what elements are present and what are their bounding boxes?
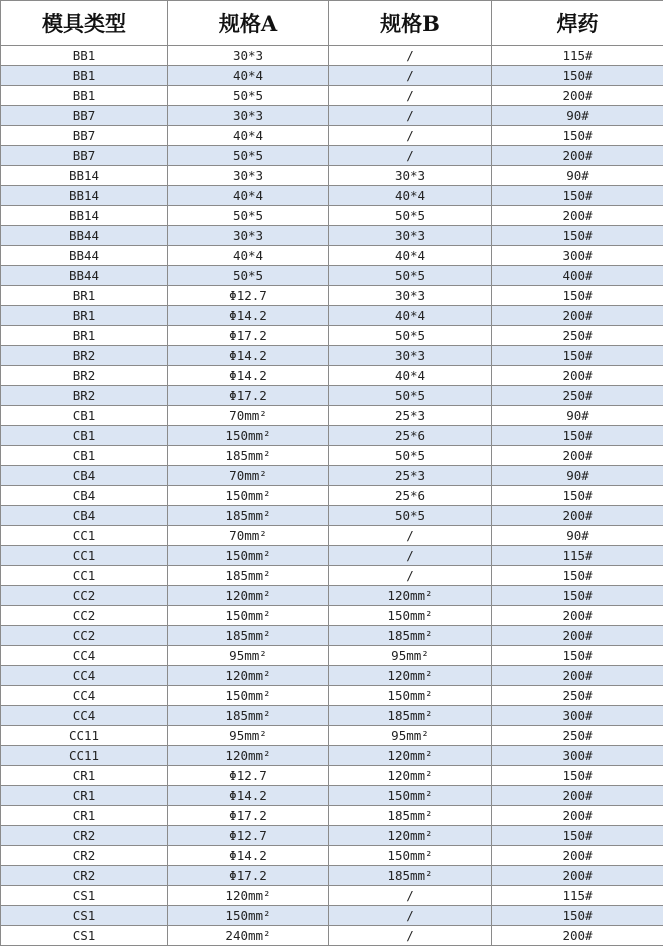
cell-spec-b: 30*3 bbox=[329, 346, 492, 366]
cell-spec-b: 30*3 bbox=[329, 286, 492, 306]
cell-spec-b: 50*5 bbox=[329, 206, 492, 226]
cell-flux: 200# bbox=[492, 306, 663, 326]
cell-spec-b: 25*3 bbox=[329, 406, 492, 426]
cell-flux: 150# bbox=[492, 66, 663, 86]
cell-mold-type: BB44 bbox=[1, 226, 168, 246]
cell-spec-a: 185mm² bbox=[168, 626, 329, 646]
cell-flux: 115# bbox=[492, 46, 663, 66]
table-row bbox=[1, 286, 663, 306]
cell-flux: 150# bbox=[492, 826, 663, 846]
cell-flux: 200# bbox=[492, 666, 663, 686]
cell-flux: 150# bbox=[492, 486, 663, 506]
table-row bbox=[1, 686, 663, 706]
cell-mold-type: BB1 bbox=[1, 66, 168, 86]
cell-spec-a: Φ17.2 bbox=[168, 386, 329, 406]
cell-flux: 115# bbox=[492, 886, 663, 906]
cell-flux: 300# bbox=[492, 746, 663, 766]
cell-spec-a: 240mm² bbox=[168, 926, 329, 946]
cell-spec-a: Φ12.7 bbox=[168, 826, 329, 846]
cell-mold-type: CB4 bbox=[1, 486, 168, 506]
cell-spec-a: 150mm² bbox=[168, 906, 329, 926]
cell-spec-b: 150mm² bbox=[329, 686, 492, 706]
table-row bbox=[1, 366, 663, 386]
cell-mold-type: CS1 bbox=[1, 906, 168, 926]
table-row bbox=[1, 886, 663, 906]
cell-mold-type: CR2 bbox=[1, 846, 168, 866]
cell-mold-type: CC4 bbox=[1, 666, 168, 686]
cell-mold-type: CB1 bbox=[1, 426, 168, 446]
cell-spec-a: Φ14.2 bbox=[168, 366, 329, 386]
table-row bbox=[1, 166, 663, 186]
cell-flux: 150# bbox=[492, 346, 663, 366]
cell-spec-a: 70mm² bbox=[168, 466, 329, 486]
cell-flux: 400# bbox=[492, 266, 663, 286]
table-row bbox=[1, 606, 663, 626]
cell-spec-b: 185mm² bbox=[329, 806, 492, 826]
cell-mold-type: CC2 bbox=[1, 586, 168, 606]
table-row bbox=[1, 326, 663, 346]
cell-flux: 200# bbox=[492, 506, 663, 526]
header-spec-b: 规格B bbox=[329, 1, 492, 46]
header-mold-type: 模具类型 bbox=[1, 1, 168, 46]
table-row bbox=[1, 806, 663, 826]
cell-spec-a: 30*3 bbox=[168, 166, 329, 186]
cell-flux: 200# bbox=[492, 786, 663, 806]
table-row bbox=[1, 406, 663, 426]
cell-flux: 250# bbox=[492, 386, 663, 406]
cell-spec-b: / bbox=[329, 46, 492, 66]
cell-flux: 150# bbox=[492, 226, 663, 246]
cell-flux: 150# bbox=[492, 646, 663, 666]
cell-spec-a: 50*5 bbox=[168, 266, 329, 286]
table-row bbox=[1, 866, 663, 886]
cell-spec-b: / bbox=[329, 126, 492, 146]
cell-spec-b: 120mm² bbox=[329, 666, 492, 686]
table-row bbox=[1, 126, 663, 146]
table-row bbox=[1, 566, 663, 586]
table-row bbox=[1, 506, 663, 526]
cell-mold-type: CB4 bbox=[1, 506, 168, 526]
cell-mold-type: CB4 bbox=[1, 466, 168, 486]
cell-spec-b: 50*5 bbox=[329, 386, 492, 406]
cell-spec-b: 30*3 bbox=[329, 226, 492, 246]
header-spec-a: 规格A bbox=[168, 1, 329, 46]
cell-mold-type: CC11 bbox=[1, 746, 168, 766]
table-row bbox=[1, 66, 663, 86]
cell-spec-a: 50*5 bbox=[168, 206, 329, 226]
cell-mold-type: BR2 bbox=[1, 386, 168, 406]
table-row bbox=[1, 466, 663, 486]
cell-spec-a: 150mm² bbox=[168, 686, 329, 706]
cell-flux: 200# bbox=[492, 866, 663, 886]
cell-spec-a: 120mm² bbox=[168, 586, 329, 606]
cell-mold-type: CB1 bbox=[1, 406, 168, 426]
cell-spec-b: 50*5 bbox=[329, 326, 492, 346]
table-row bbox=[1, 106, 663, 126]
cell-spec-a: Φ14.2 bbox=[168, 346, 329, 366]
cell-mold-type: CR1 bbox=[1, 806, 168, 826]
table-row bbox=[1, 266, 663, 286]
cell-flux: 200# bbox=[492, 606, 663, 626]
cell-spec-b: 185mm² bbox=[329, 706, 492, 726]
cell-spec-b: 120mm² bbox=[329, 766, 492, 786]
table-row bbox=[1, 766, 663, 786]
cell-spec-a: 40*4 bbox=[168, 186, 329, 206]
cell-mold-type: CC11 bbox=[1, 726, 168, 746]
table-body bbox=[1, 46, 663, 946]
table-row bbox=[1, 646, 663, 666]
cell-flux: 90# bbox=[492, 166, 663, 186]
cell-spec-b: 25*6 bbox=[329, 426, 492, 446]
table-row bbox=[1, 546, 663, 566]
cell-spec-b: / bbox=[329, 66, 492, 86]
cell-spec-b: 40*4 bbox=[329, 306, 492, 326]
cell-mold-type: BR1 bbox=[1, 326, 168, 346]
cell-spec-a: 185mm² bbox=[168, 566, 329, 586]
cell-flux: 200# bbox=[492, 926, 663, 946]
cell-spec-a: 40*4 bbox=[168, 246, 329, 266]
table-row bbox=[1, 306, 663, 326]
table-row bbox=[1, 346, 663, 366]
cell-spec-a: 150mm² bbox=[168, 486, 329, 506]
cell-spec-b: 95mm² bbox=[329, 646, 492, 666]
cell-spec-b: 25*3 bbox=[329, 466, 492, 486]
cell-spec-a: 70mm² bbox=[168, 406, 329, 426]
cell-spec-a: 150mm² bbox=[168, 426, 329, 446]
cell-spec-b: 50*5 bbox=[329, 266, 492, 286]
cell-mold-type: CS1 bbox=[1, 886, 168, 906]
cell-flux: 115# bbox=[492, 546, 663, 566]
cell-mold-type: BB44 bbox=[1, 266, 168, 286]
header-row bbox=[1, 1, 663, 46]
cell-spec-b: 50*5 bbox=[329, 446, 492, 466]
table-row bbox=[1, 586, 663, 606]
cell-flux: 90# bbox=[492, 466, 663, 486]
table-row bbox=[1, 146, 663, 166]
cell-flux: 250# bbox=[492, 326, 663, 346]
cell-mold-type: CC4 bbox=[1, 646, 168, 666]
cell-mold-type: BB44 bbox=[1, 246, 168, 266]
cell-spec-b: / bbox=[329, 106, 492, 126]
cell-spec-a: Φ17.2 bbox=[168, 326, 329, 346]
table-row bbox=[1, 706, 663, 726]
table-row bbox=[1, 86, 663, 106]
table-row bbox=[1, 426, 663, 446]
cell-spec-a: Φ14.2 bbox=[168, 846, 329, 866]
cell-spec-a: Φ14.2 bbox=[168, 786, 329, 806]
cell-mold-type: CR2 bbox=[1, 826, 168, 846]
cell-mold-type: BR2 bbox=[1, 346, 168, 366]
cell-flux: 300# bbox=[492, 706, 663, 726]
cell-spec-b: / bbox=[329, 926, 492, 946]
cell-flux: 200# bbox=[492, 626, 663, 646]
cell-flux: 90# bbox=[492, 106, 663, 126]
table-row bbox=[1, 246, 663, 266]
cell-mold-type: CC2 bbox=[1, 626, 168, 646]
cell-spec-b: / bbox=[329, 86, 492, 106]
cell-spec-a: 40*4 bbox=[168, 126, 329, 146]
cell-spec-b: / bbox=[329, 526, 492, 546]
cell-flux: 90# bbox=[492, 526, 663, 546]
table-row bbox=[1, 786, 663, 806]
table-row bbox=[1, 206, 663, 226]
cell-flux: 300# bbox=[492, 246, 663, 266]
cell-spec-a: Φ12.7 bbox=[168, 766, 329, 786]
table-row bbox=[1, 186, 663, 206]
cell-flux: 200# bbox=[492, 846, 663, 866]
table-row bbox=[1, 386, 663, 406]
cell-spec-a: 30*3 bbox=[168, 226, 329, 246]
cell-spec-a: 50*5 bbox=[168, 146, 329, 166]
table-row bbox=[1, 526, 663, 546]
cell-spec-b: / bbox=[329, 906, 492, 926]
cell-spec-b: 120mm² bbox=[329, 826, 492, 846]
cell-spec-a: 95mm² bbox=[168, 646, 329, 666]
cell-flux: 90# bbox=[492, 406, 663, 426]
cell-flux: 150# bbox=[492, 586, 663, 606]
cell-spec-a: 70mm² bbox=[168, 526, 329, 546]
cell-spec-a: 30*3 bbox=[168, 46, 329, 66]
cell-spec-b: 40*4 bbox=[329, 186, 492, 206]
cell-spec-a: Φ17.2 bbox=[168, 806, 329, 826]
cell-spec-a: 120mm² bbox=[168, 666, 329, 686]
cell-mold-type: CR2 bbox=[1, 866, 168, 886]
cell-spec-a: 185mm² bbox=[168, 506, 329, 526]
cell-mold-type: BR1 bbox=[1, 306, 168, 326]
cell-spec-a: 185mm² bbox=[168, 446, 329, 466]
cell-mold-type: BB7 bbox=[1, 126, 168, 146]
cell-flux: 150# bbox=[492, 566, 663, 586]
cell-spec-b: / bbox=[329, 886, 492, 906]
table-row bbox=[1, 226, 663, 246]
cell-spec-a: 150mm² bbox=[168, 606, 329, 626]
cell-spec-a: 150mm² bbox=[168, 546, 329, 566]
cell-flux: 200# bbox=[492, 446, 663, 466]
cell-spec-a: 30*3 bbox=[168, 106, 329, 126]
cell-spec-b: 150mm² bbox=[329, 606, 492, 626]
cell-flux: 200# bbox=[492, 206, 663, 226]
table-row bbox=[1, 826, 663, 846]
cell-mold-type: CC4 bbox=[1, 706, 168, 726]
cell-spec-b: 185mm² bbox=[329, 866, 492, 886]
table-row bbox=[1, 486, 663, 506]
cell-mold-type: CR1 bbox=[1, 786, 168, 806]
cell-mold-type: BB1 bbox=[1, 46, 168, 66]
cell-mold-type: CC1 bbox=[1, 526, 168, 546]
cell-mold-type: BB14 bbox=[1, 166, 168, 186]
cell-mold-type: BR2 bbox=[1, 366, 168, 386]
cell-spec-a: Φ14.2 bbox=[168, 306, 329, 326]
cell-flux: 200# bbox=[492, 366, 663, 386]
cell-mold-type: BB1 bbox=[1, 86, 168, 106]
cell-spec-b: 50*5 bbox=[329, 506, 492, 526]
cell-spec-b: 40*4 bbox=[329, 246, 492, 266]
header-flux: 焊药 bbox=[492, 1, 663, 46]
table-row bbox=[1, 746, 663, 766]
cell-mold-type: BB7 bbox=[1, 106, 168, 126]
cell-mold-type: CC1 bbox=[1, 566, 168, 586]
cell-spec-b: 30*3 bbox=[329, 166, 492, 186]
cell-spec-b: 185mm² bbox=[329, 626, 492, 646]
table-row bbox=[1, 906, 663, 926]
cell-mold-type: CR1 bbox=[1, 766, 168, 786]
cell-spec-b: 150mm² bbox=[329, 786, 492, 806]
cell-flux: 150# bbox=[492, 906, 663, 926]
table-row bbox=[1, 626, 663, 646]
cell-flux: 150# bbox=[492, 186, 663, 206]
cell-spec-a: 120mm² bbox=[168, 886, 329, 906]
cell-mold-type: CB1 bbox=[1, 446, 168, 466]
cell-flux: 150# bbox=[492, 286, 663, 306]
table-row bbox=[1, 926, 663, 946]
table-row bbox=[1, 726, 663, 746]
cell-spec-b: 95mm² bbox=[329, 726, 492, 746]
cell-spec-b: / bbox=[329, 146, 492, 166]
cell-flux: 250# bbox=[492, 726, 663, 746]
cell-mold-type: BB7 bbox=[1, 146, 168, 166]
table-row bbox=[1, 446, 663, 466]
cell-spec-a: Φ17.2 bbox=[168, 866, 329, 886]
cell-mold-type: CC4 bbox=[1, 686, 168, 706]
cell-flux: 200# bbox=[492, 806, 663, 826]
cell-spec-b: 150mm² bbox=[329, 846, 492, 866]
cell-mold-type: BB14 bbox=[1, 206, 168, 226]
cell-spec-b: 120mm² bbox=[329, 586, 492, 606]
cell-flux: 200# bbox=[492, 86, 663, 106]
cell-mold-type: CC1 bbox=[1, 546, 168, 566]
cell-flux: 250# bbox=[492, 686, 663, 706]
cell-spec-b: 120mm² bbox=[329, 746, 492, 766]
table-row bbox=[1, 846, 663, 866]
cell-flux: 150# bbox=[492, 126, 663, 146]
cell-mold-type: CS1 bbox=[1, 926, 168, 946]
cell-flux: 150# bbox=[492, 426, 663, 446]
cell-flux: 150# bbox=[492, 766, 663, 786]
table-header bbox=[1, 1, 663, 46]
cell-mold-type: BB14 bbox=[1, 186, 168, 206]
cell-spec-b: / bbox=[329, 546, 492, 566]
cell-spec-b: 40*4 bbox=[329, 366, 492, 386]
cell-spec-a: 120mm² bbox=[168, 746, 329, 766]
cell-spec-a: 50*5 bbox=[168, 86, 329, 106]
cell-spec-a: 185mm² bbox=[168, 706, 329, 726]
cell-spec-b: 25*6 bbox=[329, 486, 492, 506]
cell-spec-a: Φ12.7 bbox=[168, 286, 329, 306]
cell-mold-type: CC2 bbox=[1, 606, 168, 626]
cell-spec-a: 95mm² bbox=[168, 726, 329, 746]
table-row bbox=[1, 666, 663, 686]
cell-flux: 200# bbox=[492, 146, 663, 166]
cell-spec-b: / bbox=[329, 566, 492, 586]
cell-spec-a: 40*4 bbox=[168, 66, 329, 86]
cell-mold-type: BR1 bbox=[1, 286, 168, 306]
table-row bbox=[1, 46, 663, 66]
